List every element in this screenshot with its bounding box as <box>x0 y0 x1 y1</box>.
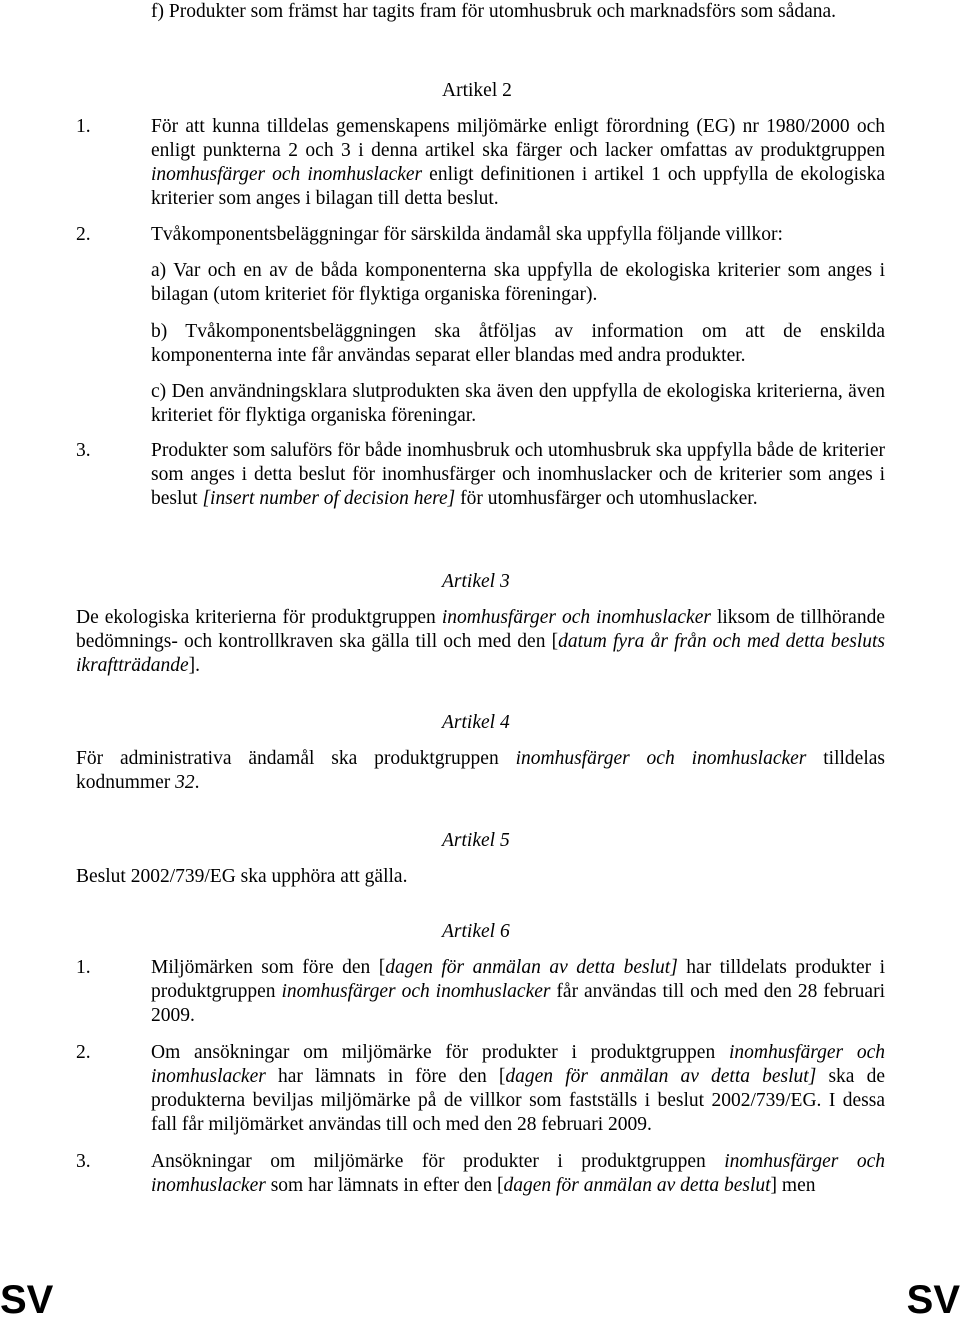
article-6-point-2-number: 2. <box>76 1042 91 1063</box>
document-page: f) Produkter som främst har tagits fram för utomhusbruk och marknadsförs som sådana. Artikel 2 1. För att kunna tilldelas gemenskapens miljömärke enligt förordning (EG) nr 1980/2000 och enligt punkterna 2 och 3 i denna artikel ska färger och lacker omfattas av produktgruppen inomhusfärger och inomhuslacker enligt definitionen i artikel 1 och uppfylla de ekologiska kriterier som anges i bilagan till detta beslut. 2. Tvåkomponentsbeläggningar för särskilda ändamål ska uppfylla följande villkor: a) Var och en av de båda komponenterna ska uppfylla de ekologiska kriterier som anges i bilagan (utom kriteriet för flyktiga organiska föreningar). b) Tvåkomponentsbeläggningen ska åtföljas av information om att de enskilda komponenterna inte får användas separat eller blandas med andra produkter. c) Den användningsklara slutprodukten ska även den uppfylla de ekologiska kriterierna, även kriteriet för flyktiga organiska föreningar. 3. Produkter som saluförs för både inomhusbruk och utomhusbruk ska uppfylla både de kriterier som anges i detta beslut för inomhusfärger och inomhuslacker och de kriterier som anges i beslut [insert number of decision here] för utomhusfärger och utomhuslacker. Artikel 3 De ekologiska kriterierna för produktgruppen inomhusfärger och inomhuslacker liksom de tillhörande bedömnings- och kontrollkraven ska gälla till och med den [datum fyra år från och med detta besluts ikraftträdande]. Artikel 4 För administrativa ändamål ska produktgruppen inomhusfärger och inomhuslacker tilldelas kodnummer 32. Artikel 5 Beslut 2002/739/EG ska upphöra att gälla. Artikel 6 1. Miljömärken som före den [dagen för anmälan av detta beslut] har tilldelats produkter i produktgruppen inomhusfärger och inomhuslacker får användas till och med den 28 februari 2009. 2. Om ansökningar om miljömärke för produkter i produktgruppen inomhusfärger och inomhuslacker har lämnats in före den [dagen för anmälan av detta beslut] ska de produkterna beviljas miljömärke på de villkor som fastställs i beslut 2002/739/EG. I dessa fall får miljömärket användas till och med den 28 februari 2009. 3. Ansökningar om miljömärke för produkter i produktgruppen inomhusfärger och inomhuslacker som har lämnats in efter den [dagen för anmälan av detta beslut] men SV SV <box>0 1 960 1322</box>
article-2-point-2-b: b) Tvåkomponentsbeläggningen ska åtföljas av information om att de enskilda komponenterna inte får användas separat eller blandas med andra produkter. <box>151 321 885 366</box>
article-2-point-2-number: 2. <box>76 224 91 245</box>
footer-language-left: SV <box>0 1278 54 1322</box>
article-2-point-3-number: 3. <box>76 440 91 461</box>
list-item-f <box>151 0 885 24</box>
article-2-point-3: Produkter som saluförs för både inomhusbruk och utomhusbruk ska uppfylla både de kriterier som anges i detta beslut för inomhusfärger och inomhuslacker och de kriterier som anges i beslut [insert number of decision here] för utomhusfärger och utomhuslacker. <box>151 440 885 509</box>
footer-language-right: SV <box>906 1278 960 1322</box>
article-6-point-2: Om ansökningar om miljömärke för produkter i produktgruppen inomhusfärger och inomhuslacker har lämnats in före den [dagen för anmälan av detta beslut] ska de produkterna beviljas miljömärke på de villkor som fastställs i beslut 2002/739/EG. I dessa fall får miljömärket användas till och med den 28 februari 2009. <box>151 1042 886 1135</box>
article-4-text: För administrativa ändamål ska produktgruppen inomhusfärger och inomhuslacker tilldelas kodnummer 32. <box>76 748 885 793</box>
article-3-text: De ekologiska kriterierna för produktgruppen inomhusfärger och inomhuslacker liksom de tillhörande bedömnings- och kontrollkraven ska gälla till och med den [datum fyra år från och med detta besluts ikraftträdande]. <box>76 607 885 676</box>
article-6-point-1: Miljömärken som före den [dagen för anmälan av detta beslut] har tilldelats produkter i produktgruppen inomhusfärger och inomhuslacker får användas till och med den 28 februari 2009. <box>151 957 885 1026</box>
article-6-point-3-number: 3. <box>76 1151 91 1172</box>
article-2-point-2: Tvåkomponentsbeläggningar för särskilda ändamål ska uppfylla följande villkor: <box>151 224 783 245</box>
article-5-text: Beslut 2002/739/EG ska upphöra att gälla. <box>76 866 408 887</box>
article-2-point-2-a: a) Var och en av de båda komponenterna ska uppfylla de ekologiska kriterier som anges i bilagan (utom kriteriet för flyktiga organiska föreningar). <box>151 260 885 305</box>
list-item-f-text: f) Produkter som främst har tagits fram för utomhusbruk och marknadsförs som sådana. <box>151 1 837 22</box>
article-2-point-1: För att kunna tilldelas gemenskapens miljömärke enligt förordning (EG) nr 1980/2000 och enligt punkterna 2 och 3 i denna artikel ska färger och lacker omfattas av produktgruppen inomhusfärger och inomhuslacker enligt definitionen i artikel 1 och uppfylla de ekologiska kriterier som anges i bilagan till detta beslut. <box>151 116 885 209</box>
article-2-point-2-c: c) Den användningsklara slutprodukten ska även den uppfylla de ekologiska kriterierna, även kriteriet för flyktiga organiska föreningar. <box>151 381 885 426</box>
article-6-point-1-number: 1. <box>76 957 91 978</box>
article-2-point-1-number: 1. <box>76 116 91 137</box>
article-6-point-3: Ansökningar om miljömärke för produkter i produktgruppen inomhusfärger och inomhuslacker som har lämnats in efter den [dagen för anmälan av detta beslut] men <box>151 1151 885 1196</box>
